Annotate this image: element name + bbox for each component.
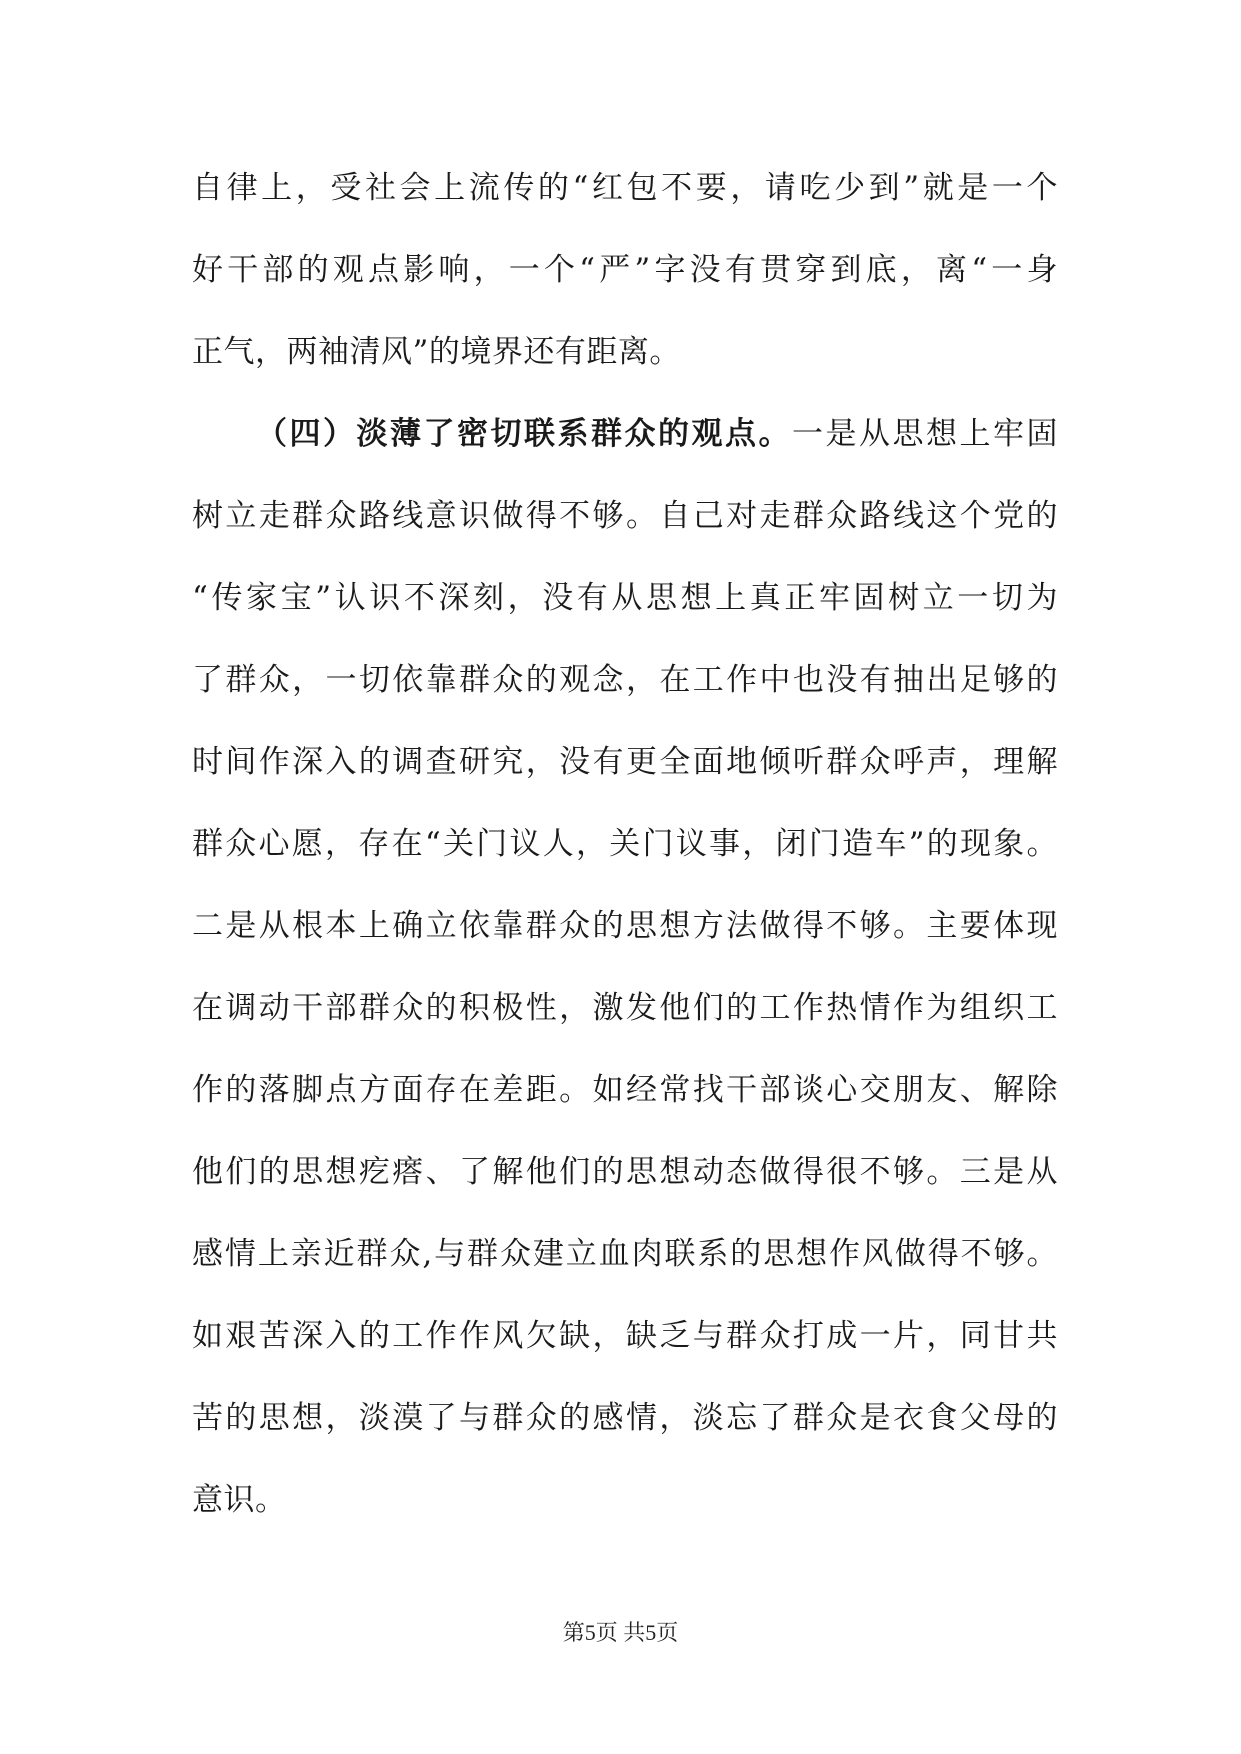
paragraph-line: 好干部的观点影响，一个“严”字没有贯穿到底，离“一身 bbox=[192, 252, 1058, 288]
paragraph-line: 时间作深入的调查研究，没有更全面地倾听群众呼声，理解 bbox=[192, 744, 1058, 780]
paragraph-line: 在调动干部群众的积极性，激发他们的工作热情作为组织工 bbox=[192, 990, 1058, 1026]
paragraph-line: 群众心愿，存在“关门议人，关门议事，闭门造车”的现象。 bbox=[192, 826, 1058, 862]
paragraph-line: 感情上亲近群众,与群众建立血肉联系的思想作风做得不够。 bbox=[192, 1236, 1058, 1272]
page-footer: 第5页 共5页 bbox=[562, 1620, 679, 1645]
paragraph-line: 他们的思想疙瘩、了解他们的思想动态做得很不够。三是从 bbox=[192, 1154, 1058, 1190]
paragraph-line: 树立走群众路线意识做得不够。自己对走群众路线这个党的 bbox=[192, 498, 1058, 534]
paragraph-line: 苦的思想，淡漠了与群众的感情，淡忘了群众是衣食父母的 bbox=[192, 1400, 1058, 1436]
heading-line-text: 一是从思想上牢固 bbox=[792, 416, 1058, 452]
paragraph-line: 意识。 bbox=[192, 1482, 287, 1518]
paragraph-line: “传家宝”认识不深刻，没有从思想上真正牢固树立一切为 bbox=[192, 580, 1058, 616]
paragraph-line: 如艰苦深入的工作作风欠缺，缺乏与群众打成一片，同甘共 bbox=[192, 1318, 1058, 1354]
paragraph-line: 作的落脚点方面存在差距。如经常找干部谈心交朋友、解除 bbox=[192, 1072, 1058, 1108]
paragraph-line: 了群众，一切依靠群众的观念，在工作中也没有抽出足够的 bbox=[192, 662, 1058, 698]
section-heading-line bbox=[192, 414, 1058, 454]
paragraph-line: 自律上，受社会上流传的“红包不要，请吃少到”就是一个 bbox=[192, 170, 1058, 206]
paragraph-line: 正气，两袖清风”的境界还有距离。 bbox=[192, 334, 681, 370]
paragraph-line: 二是从根本上确立依靠群众的思想方法做得不够。主要体现 bbox=[192, 908, 1058, 944]
section-heading: （四）淡薄了密切联系群众的观点。 bbox=[254, 416, 792, 452]
